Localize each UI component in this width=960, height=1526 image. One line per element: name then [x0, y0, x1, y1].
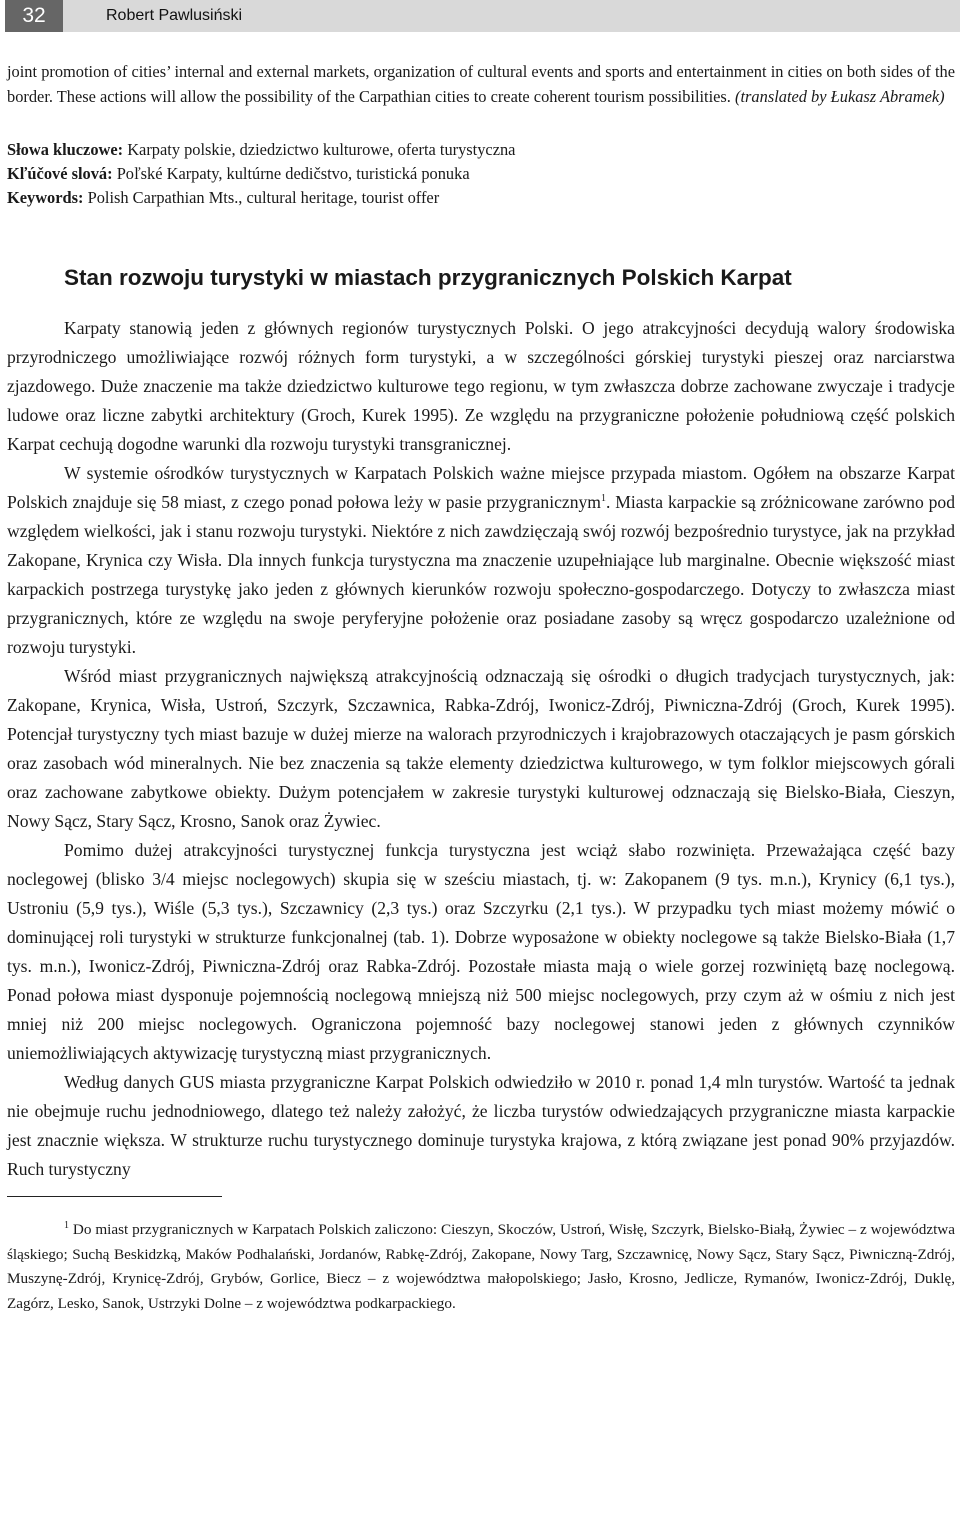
- paragraph-text: W systemie ośrodków turystycznych w Karpatach Polskich ważne miejsce przypada miastom. Ogółem na obszarze Karpat Polskich znajduje się 58 miast, z czego ponad połowa leży w pasie przygranicznym: [7, 463, 955, 512]
- body-paragraph: Według danych GUS miasta przygraniczne Karpat Polskich odwiedziło w 2010 r. ponad 1,4 mln turystów. Wartość ta jednak nie obejmuje ruchu jednodniowego, dlatego też należy założyć, że liczba turystów odwiedzających przygraniczne miasta karpackie jest znacznie większa. W strukturze ruchu turystycznego dominuje turystyka krajowa, z którą związane jest ponad 90% przyjazdów. Ruch turystyczny: [7, 1072, 955, 1179]
- body-paragraph: [7, 459, 955, 662]
- keywords-label: Kľúčové slová:: [7, 164, 113, 183]
- footnote: [7, 1218, 955, 1316]
- keywords-label: Słowa kluczowe:: [7, 140, 124, 159]
- page-number: 32: [5, 0, 63, 32]
- body-paragraph: Wśród miast przygranicznych największą atrakcyjnością odznaczają się ośrodki o długich tradycjach turystycznych, jak: Zakopane, Krynica, Wisła, Ustroń, Szczyrk, Szczawnica, Rabka-Zdrój, Iwonicz-Zdrój, Piwniczna-Zdrój (Groch, Kurek 1995). Potencjał turystyczny tych miast bazuje w dużej mierze na walorach przyrodniczych i krajobrazowych otaczających je pasm górskich oraz zasobach wód mineralnych. Nie bez znaczenia są także elementy dziedzictwa kulturowego, w tym folklor miejscowych górali oraz zachowane zabytkowe obiekty. Dużym potencjałem w zakresie turystyki kulturowej odznaczają się Bielsko-Biała, Cieszyn, Nowy Sącz, Stary Sącz, Krosno, Sanok oraz Żywiec.: [7, 666, 955, 831]
- abstract-text: joint promotion of cities’ internal and external markets, organization of cultural events and sports and entertainment in cities on both sides of the border. These actions will allow the possibility of the Carpathian cities to create coherent tourism possibilities.: [7, 62, 955, 106]
- footnote-divider: [7, 1196, 222, 1197]
- running-header-author: Robert Pawlusiński: [106, 7, 243, 24]
- keywords-block: [7, 138, 955, 210]
- translator-note: (translated by Łukasz Abramek): [735, 86, 945, 106]
- body-paragraph: Pomimo dużej atrakcyjności turystycznej funkcja turystyczna jest wciąż słabo rozwinięta. Przeważająca część bazy noclegowej (blisko 3/4 miejsc noclegowych) skupia się w sześciu miastach, tj. w: Zakopanem (9 tys. m.n.), Krynicy (6,1 tys.), Ustroniu (5,9 tys.), Wiśle (5,3 tys.), Szczawnicy (2,3 tys.) oraz Szczyrku (2,1 tys.). W przypadku tych miast możemy mówić o dominującej roli turystyki w strukturze funkcjonalnej (tab. 1). Dobrze wyposażone w obiekty noclegowe są także Bielsko-Biała (1,7 tys. m.n.), Iwonicz-Zdrój, Piwniczna-Zdrój oraz Rabka-Zdrój. Pozostałe miasta mają o wiele gorzej rozwiniętą bazę noclegową. Ponad połowa miast dysponuje pojemnością noclegową mniejszą niż 500 miejsc noclegowych, przy czym aż w ośmiu z nich jest mniej niż 200 miejsc noclegowych. Ograniczona pojemność bazy noclegowej stanowi jeden z głównych czynników uniemożliwiających aktywizację turystyczną miast przygranicznych.: [7, 840, 955, 1063]
- keywords-slovak: [7, 162, 955, 186]
- section-body: [7, 314, 955, 1184]
- body-paragraph: Karpaty stanowią jeden z głównych regionów turystycznych Polski. O jego atrakcyjności decydują walory środowiska przyrodniczego umożliwiające rozwój różnych form turystyki, a w szczególności górskiej turystyki pieszej oraz narciarstwa zjazdowego. Duże znaczenie ma także dziedzictwo kulturowe tego regionu, w tym zwłaszcza dobrze zachowane zwyczaje i tradycje ludowe oraz liczne zabytki architektury (Groch, Kurek 1995). Ze względu na przygraniczne położenie południową część polskich Karpat cechują dogodne warunki dla rozwoju turystyki transgranicznej.: [7, 318, 955, 454]
- keywords-label: Keywords:: [7, 188, 84, 207]
- keywords-english: [7, 186, 955, 210]
- section-title: Stan rozwoju turystyki w miastach przygranicznych Polskich Karpat: [64, 265, 792, 290]
- keywords-value: Polish Carpathian Mts., cultural heritage, tourist offer: [87, 188, 440, 207]
- abstract-continuation: [7, 60, 955, 109]
- keywords-value: Karpaty polskie, dziedzictwo kulturowe, oferta turystyczna: [127, 140, 516, 159]
- keywords-polish: [7, 138, 955, 162]
- footnote-reference[interactable]: 1: [601, 493, 606, 505]
- paragraph-text: . Miasta karpackie są zróżnicowane zarówno pod względem wielkości, jak i stanu rozwoju turystyki. Niektóre z nich zawdzięczają swój rozwój bezpośrednio turystyce, jak na przykład Zakopane, Krynica czy Wisła. Dla innych funkcja turystyczna ma znaczenie uzupełniające lub marginalne. Obecnie większość miast karpackich postrzega turystykę jako jeden z głównych kierunków rozwoju społeczno-gospodarczego. Dotyczy to zwłaszcza miast przygranicznych, które ze względu na swoje peryferyjne położenie oraz posiadane zasoby są wręcz gospodarczo uzależnione od rozwoju turystyki.: [7, 492, 955, 657]
- footnote-number: 1: [64, 1219, 69, 1231]
- keywords-value: Poľské Karpaty, kultúrne dedičstvo, turistická ponuka: [116, 164, 470, 183]
- page-content: [7, 60, 955, 1316]
- footnote-text: Do miast przygranicznych w Karpatach Polskich zaliczono: Cieszyn, Skoczów, Ustroń, Wisłę, Szczyrk, Bielsko-Białą, Żywiec – z województwa śląskiego; Suchą Beskidzką, Maków Podhalański, Jordanów, Rabkę-Zdrój, Zakopane, Nowy Targ, Szczawnicę, Nowy Sącz, Stary Sącz, Piwniczną-Zdrój, Muszynę-Zdrój, Krynicę-Zdrój, Grybów, Gorlice, Biecz – z województwa małopolskiego; Jasło, Krosno, Jedlicze, Rymanów, Iwonicz-Zdrój, Duklę, Zagórz, Lesko, Sanok, Ustrzyki Dolne – z województwa podkarpackiego.: [7, 1221, 956, 1312]
